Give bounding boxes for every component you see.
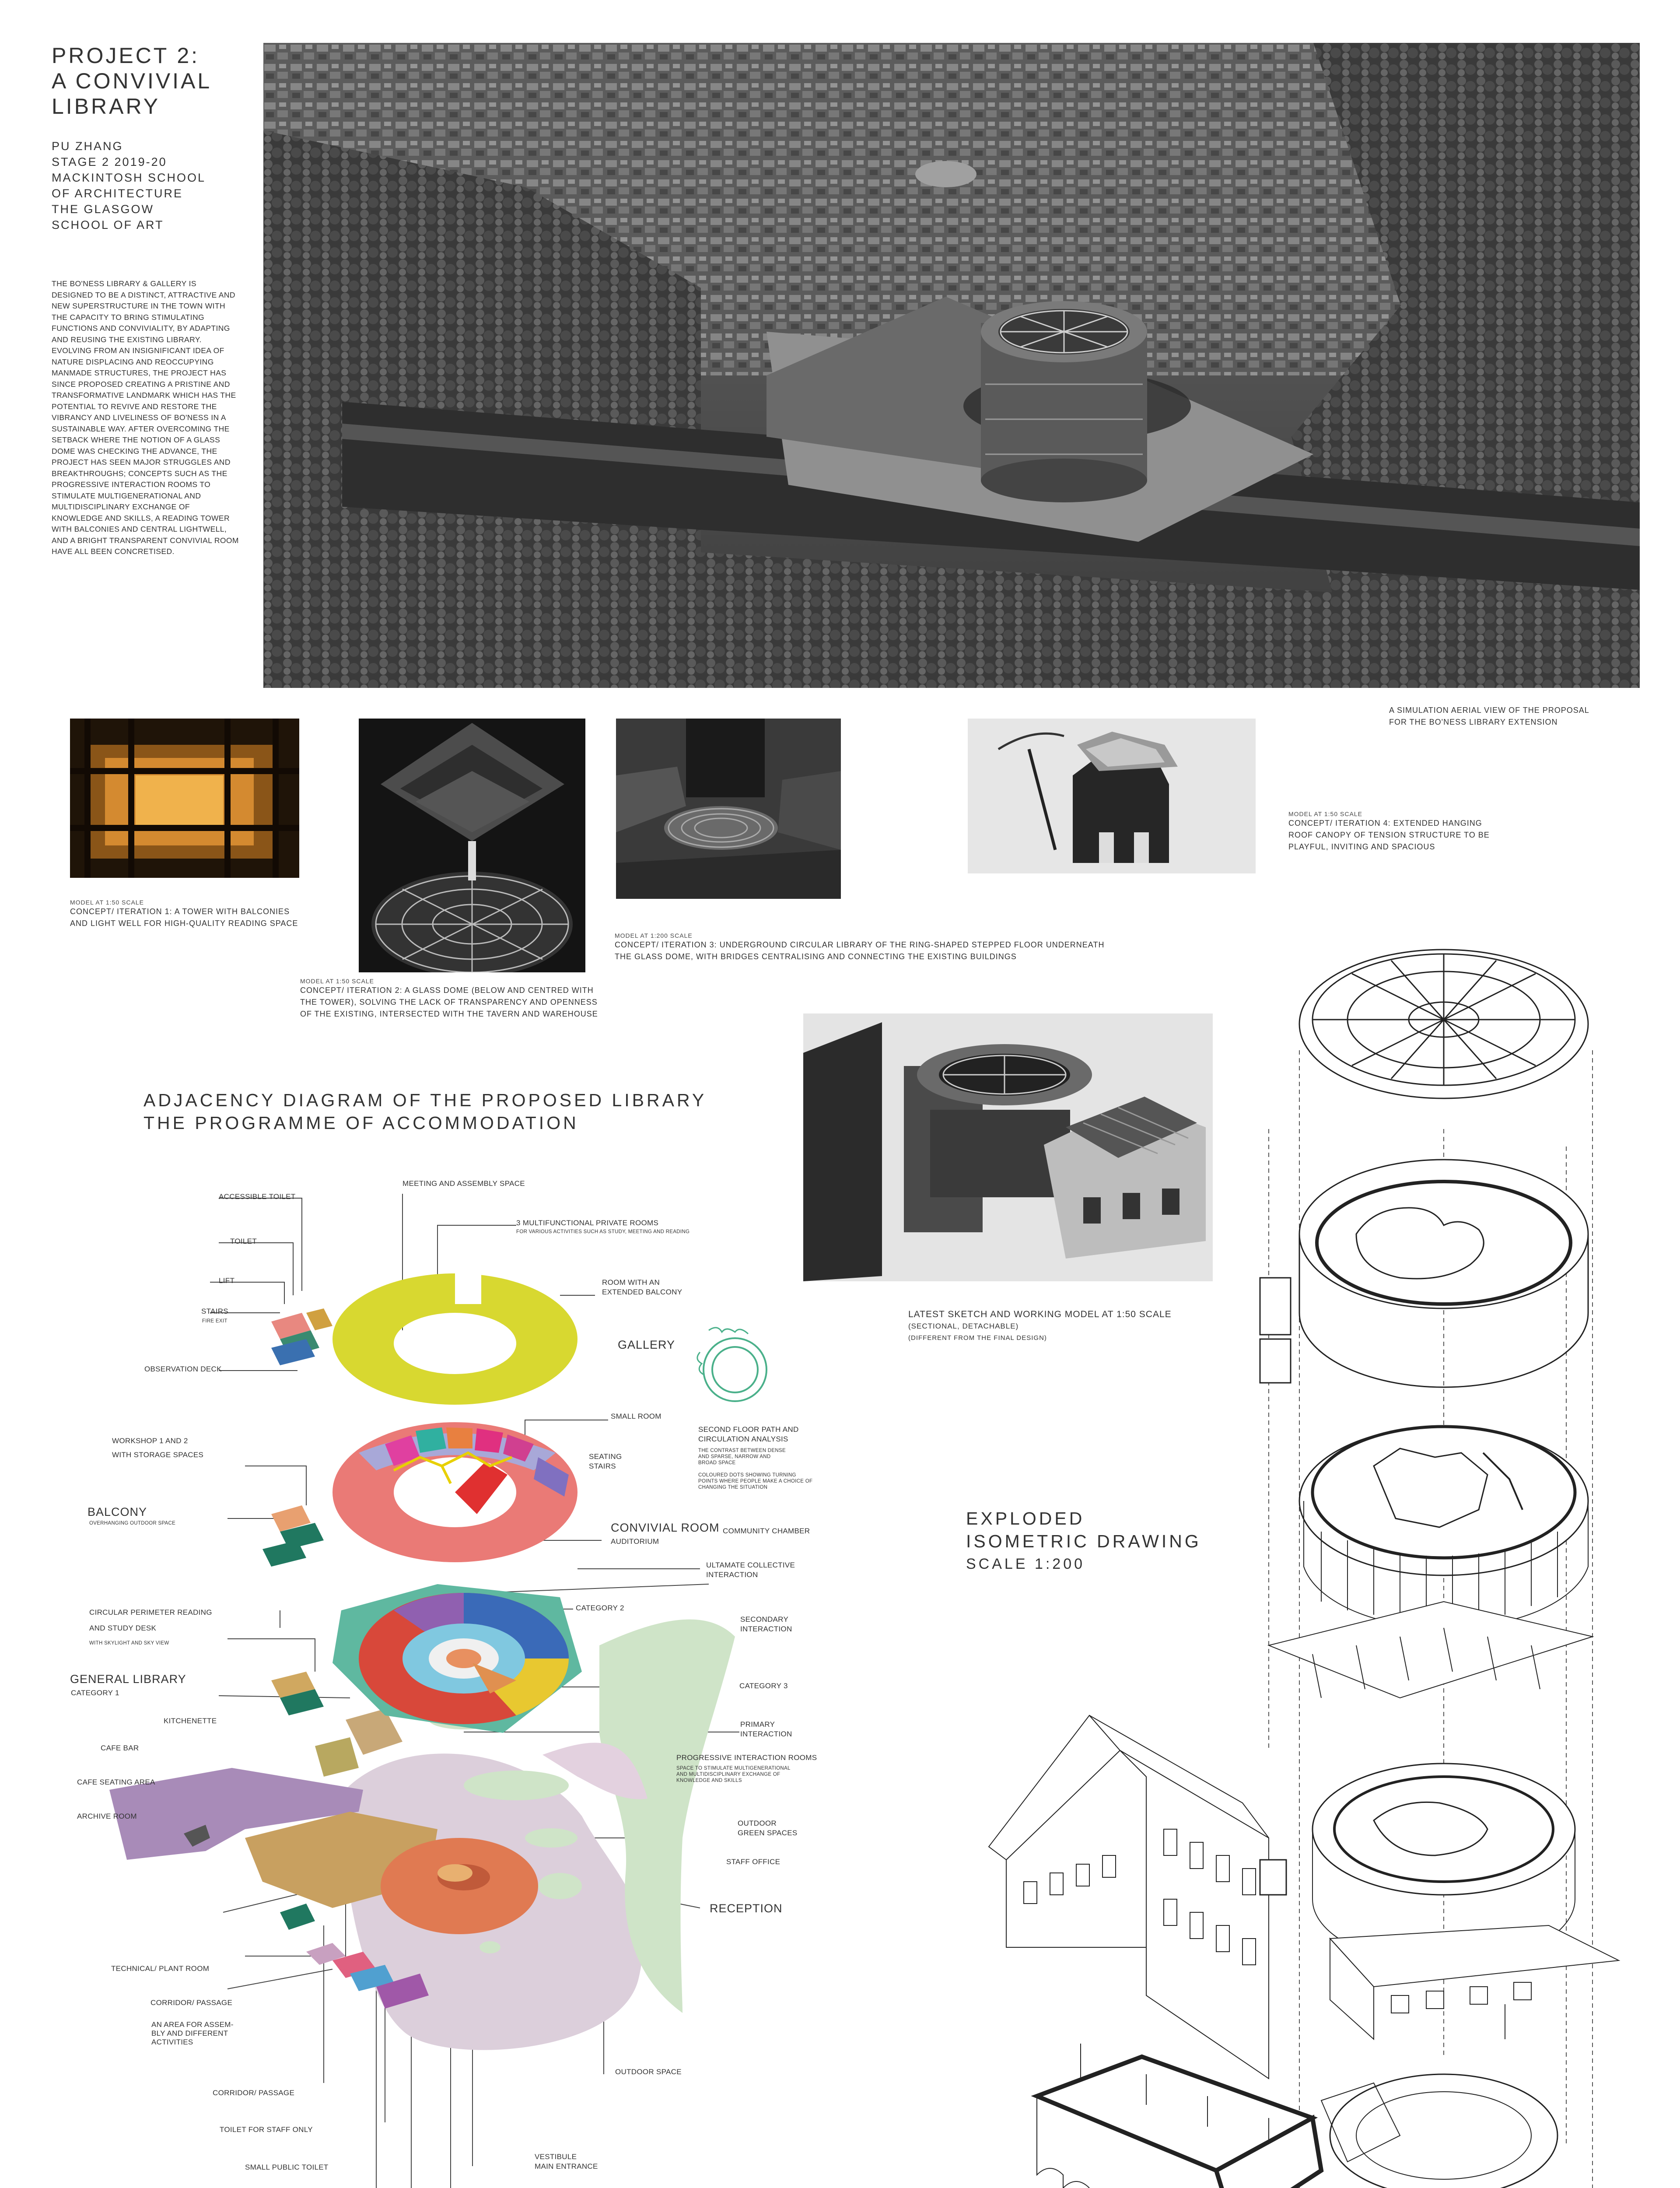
model-4-text: PLAYFUL, INVITING AND SPACIOUS — [1288, 842, 1435, 851]
aerial-caption-line: FOR THE BO'NESS LIBRARY EXTENSION — [1389, 718, 1558, 726]
gallery-drum — [1260, 1160, 1588, 1387]
label-lift: LIFT — [219, 1276, 235, 1285]
aerial-photo-svg — [263, 43, 1640, 688]
author-line: THE GLASGOW — [52, 203, 154, 216]
label-dots: CHANGING THE SITUATION — [698, 1485, 768, 1490]
model-3-image — [616, 719, 841, 899]
label-toilet: TOILET — [230, 1237, 257, 1245]
label-assembly-area: ACTIVITIES — [151, 2038, 193, 2046]
author-line: SCHOOL OF ART — [52, 218, 164, 231]
label-community-chamber: COMMUNITY CHAMBER — [723, 1527, 810, 1535]
title-line: PROJECT 2: — [52, 43, 200, 68]
aerial-caption — [1389, 705, 1589, 728]
adjacency-title — [144, 1089, 707, 1134]
label-reception: RECEPTION — [710, 1902, 783, 1915]
project-description: THE BO'NESS LIBRARY & GALLERY IS DESIGNED TO BE A DISTINCT, ATTRACTIVE AND NEW SUPERSTRUCTURE IN THE TOWN WITH THE CAPACITY TO BRING STIMULATING FUNCTIONS AND CONVIVIALITY, BY ADAPTING AND REUSING THE EXISTING LIBRARY. EVOLVING FROM AN INSIGNIFICANT IDEA OF NATURE DISPLACING AND REOCCUPYING MANMADE STRUCTURES, THE PROJECT HAS SINCE PROPOSED CREATING A PRISTINE AND TRANSFORMATIVE LANDMARK WHICH HAS THE POTENTIAL TO REVIVE AND RESTORE THE VIBRANCY AND LIVELINESS OF BO'NESS IN A SUSTAINABLE WAY. AFTER OVERCOMING THE SETBACK WHERE THE NOTION OF A GLASS DOME WAS CHECKING THE ADVANCE, THE PROJECT HAS SEEN MAJOR STRUGGLES AND BREAKTHROUGHS; CONCEPTS SUCH AS THE PROGRESSIVE INTERACTION ROOMS TO STIMULATE MULTIGENERATIONAL AND MULTIDISCIPLINARY EXCHANGE OF KNOWLEDGE AND SKILLS, A READING TOWER WITH BALCONIES AND CENTRAL LIGHTWELL, AND A BRIGHT TRANSPARENT CONVIVIAL ROOM HAVE ALL BEEN CONCRETISED. — [52, 279, 239, 556]
exploded-isometric-drawing — [936, 919, 1636, 2188]
label-staff-office: STAFF OFFICE — [726, 1858, 780, 1866]
label-gallery: GALLERY — [618, 1338, 676, 1351]
model-2-image — [359, 719, 585, 972]
model-4-photo — [968, 719, 1256, 873]
label-private-rooms-sub: FOR VARIOUS ACTIVITIES SUCH AS STUDY, MEETING AND READING — [516, 1229, 690, 1234]
model-1-text: CONCEPT/ ITERATION 1: A TOWER WITH BALCONIES — [70, 907, 290, 916]
label-general-library: GENERAL LIBRARY — [70, 1673, 186, 1686]
author-line: STAGE 2 2019-20 — [52, 155, 167, 168]
exploded-title-line: SCALE 1:200 — [966, 1556, 1085, 1572]
label-main-entrance: MAIN ENTRANCE — [535, 2162, 598, 2170]
stair-stack-mid — [262, 1505, 324, 1567]
label-outdoor-green: GREEN SPACES — [738, 1829, 798, 1837]
cafe-bar-area — [315, 1737, 359, 1777]
label-space: AND MULTIDISCIPLINARY EXCHANGE OF — [676, 1772, 780, 1777]
label-category-2: CATEGORY 2 — [576, 1604, 624, 1612]
model-1-text: AND LIGHT WELL FOR HIGH-QUALITY READING SPACE — [70, 919, 298, 928]
label-second-floor: SECOND FLOOR PATH AND — [698, 1425, 799, 1434]
model-4-text: ROOF CANOPY OF TENSION STRUCTURE TO BE — [1288, 831, 1490, 839]
label-contrast: BROAD SPACE — [698, 1460, 736, 1466]
label-secondary-interaction: SECONDARY — [740, 1615, 789, 1623]
label-primary-interaction: INTERACTION — [740, 1730, 792, 1738]
label-room-balcony: EXTENDED BALCONY — [602, 1288, 682, 1296]
stair-stack-top — [271, 1308, 332, 1365]
stair-stack-low — [271, 1672, 324, 1715]
model-3-text: CONCEPT/ ITERATION 3: UNDERGROUND CIRCULAR LIBRARY OF THE RING-SHAPED STEPPED FLOOR UNDERNEATH — [615, 940, 1105, 949]
label-category-3: CATEGORY 3 — [739, 1682, 788, 1690]
label-workshop: WORKSHOP 1 AND 2 — [112, 1437, 188, 1445]
author-block — [52, 138, 206, 233]
label-category-1: CATEGORY 1 — [71, 1689, 119, 1697]
title-line: LIBRARY — [52, 94, 161, 119]
label-small-room: SMALL ROOM — [611, 1412, 662, 1420]
label-technical-plant: TECHNICAL/ PLANT ROOM — [111, 1964, 210, 1973]
label-auditorium: AUDITORIUM — [611, 1537, 659, 1546]
working-model-line: LATEST SKETCH AND WORKING MODEL AT 1:50 SCALE — [908, 1309, 1172, 1319]
deck-level — [1269, 1602, 1592, 1698]
model-2-text: THE TOWER), SOLVING THE LACK OF TRANSPARENCY AND OPENNESS — [300, 998, 598, 1006]
label-assembly-area: AN AREA FOR ASSEM- — [151, 2020, 234, 2029]
label-cafe-seating: CAFE SEATING AREA — [77, 1778, 155, 1786]
model-1-caption — [70, 899, 298, 929]
label-outdoor-space: OUTDOOR SPACE — [615, 2068, 682, 2076]
label-perimeter-reading: CIRCULAR PERIMETER READING — [89, 1608, 212, 1616]
label-vestibule: VESTIBULE — [535, 2153, 577, 2161]
adjacency-title-line: THE PROGRAMME OF ACCOMMODATION — [144, 1113, 579, 1133]
label-perimeter-reading: AND STUDY DESK — [89, 1624, 157, 1632]
model-2-text: CONCEPT/ ITERATION 2: A GLASS DOME (BELOW AND CENTRED WITH — [300, 986, 594, 995]
label-seating-stairs: STAIRS — [589, 1462, 616, 1470]
label-observation-deck: OBSERVATION DECK — [144, 1365, 222, 1373]
model-4-text: CONCEPT/ ITERATION 4: EXTENDED HANGING — [1288, 819, 1482, 828]
model-3-text: THE GLASS DOME, WITH BRIDGES CENTRALISING AND CONNECTING THE EXISTING BUILDINGS — [615, 952, 1017, 961]
model-1-scale: MODEL AT 1:50 SCALE — [70, 899, 144, 906]
author-line: OF ARCHITECTURE — [52, 187, 183, 200]
adjacency-diagram — [0, 1138, 962, 2188]
label-primary-interaction: PRIMARY — [740, 1720, 775, 1729]
label-contrast: THE CONTRAST BETWEEN DENSE — [698, 1448, 786, 1453]
label-balcony-sub: OVERHANGING OUTDOOR SPACE — [89, 1521, 176, 1526]
label-kitchenette: KITCHENETTE — [164, 1717, 217, 1725]
model-4-image — [968, 719, 1256, 873]
label-ultimate-interaction: INTERACTION — [706, 1571, 758, 1579]
model-2-scale: MODEL AT 1:50 SCALE — [300, 978, 374, 985]
aerial-view-image — [263, 43, 1640, 688]
author-line: MACKINTOSH SCHOOL — [52, 171, 206, 184]
label-dots: POINTS WHERE PEOPLE MAKE A CHOICE OF — [698, 1479, 813, 1484]
project-title — [52, 43, 212, 119]
existing-building — [989, 1715, 1269, 2079]
label-accessible-toilet: ACCESSIBLE TOILET — [219, 1192, 296, 1201]
label-dots: COLOURED DOTS SHOWING TURNING — [698, 1473, 796, 1478]
model-2-caption — [300, 978, 598, 1020]
label-corridor: CORRIDOR/ PASSAGE — [150, 1999, 233, 2007]
aerial-caption-line: A SIMULATION AERIAL VIEW OF THE PROPOSAL — [1389, 706, 1589, 715]
model-1-image — [70, 719, 299, 878]
label-perimeter-sub: WITH SKYLIGHT AND SKY VIEW — [89, 1641, 169, 1646]
label-small-public-toilet: SMALL PUBLIC TOILET — [245, 2163, 329, 2171]
model-4-caption — [1288, 810, 1490, 853]
label-fire-exit: FIRE EXIT — [202, 1318, 228, 1324]
label-room-balcony: ROOM WITH AN — [602, 1278, 660, 1287]
label-second-floor: CIRCULATION ANALYSIS — [698, 1435, 788, 1443]
model-3-scale: MODEL AT 1:200 SCALE — [615, 932, 693, 939]
label-cafe-bar: CAFE BAR — [101, 1744, 139, 1752]
working-model-line: (SECTIONAL, DETACHABLE) — [908, 1322, 1019, 1330]
adjacency-title-line: ADJACENCY DIAGRAM OF THE PROPOSED LIBRARY — [144, 1090, 707, 1110]
model-2-photo — [359, 719, 585, 972]
ground-floor-plan — [1037, 2004, 1558, 2188]
label-toilet-staff: TOILET FOR STAFF ONLY — [220, 2125, 313, 2134]
label-archive-room: ARCHIVE ROOM — [77, 1812, 137, 1820]
exploded-title-line: EXPLODED — [966, 1508, 1085, 1529]
label-contrast: AND SPARSE, NARROW AND — [698, 1454, 771, 1459]
label-private-rooms: 3 MULTIFUNCTIONAL PRIVATE ROOMS — [516, 1219, 659, 1227]
label-meeting-assembly: MEETING AND ASSEMBLY SPACE — [402, 1179, 525, 1188]
dome-roof — [1299, 950, 1588, 1098]
label-workshop: WITH STORAGE SPACES — [112, 1451, 204, 1459]
label-progressive-rooms: PROGRESSIVE INTERACTION ROOMS — [676, 1753, 817, 1762]
model-2-text: OF THE EXISTING, INTERSECTED WITH THE TAVERN AND WAREHOUSE — [300, 1010, 598, 1018]
label-secondary-interaction: INTERACTION — [740, 1625, 792, 1633]
label-balcony: BALCONY — [88, 1505, 147, 1518]
label-seating: SEATING — [589, 1452, 622, 1461]
label-assembly-area: BLY AND DIFFERENT — [151, 2029, 228, 2037]
model-3-photo — [616, 719, 841, 899]
label-ultimate-interaction: ULTAMATE COLLECTIVE — [706, 1561, 795, 1569]
label-convivial-room: CONVIVIAL ROOM — [611, 1521, 720, 1534]
circulation-analysis-diagram — [704, 1338, 766, 1401]
model-1-photo — [70, 719, 299, 878]
label-corridor: CORRIDOR/ PASSAGE — [213, 2089, 295, 2097]
exploded-title-line: ISOMETRIC DRAWING — [966, 1531, 1201, 1551]
label-outdoor-green: OUTDOOR — [738, 1819, 777, 1827]
model-4-scale: MODEL AT 1:50 SCALE — [1288, 810, 1362, 817]
label-space: SPACE TO STIMULATE MULTIGENERATIONAL — [676, 1766, 791, 1771]
label-stairs: STAIRS — [201, 1307, 228, 1315]
author-line: PU ZHANG — [52, 140, 123, 153]
working-model-line: (DIFFERENT FROM THE FINAL DESIGN) — [908, 1334, 1047, 1342]
label-space: KNOWLEDGE AND SKILLS — [676, 1778, 742, 1783]
title-line: A CONVIVIAL — [52, 69, 212, 93]
